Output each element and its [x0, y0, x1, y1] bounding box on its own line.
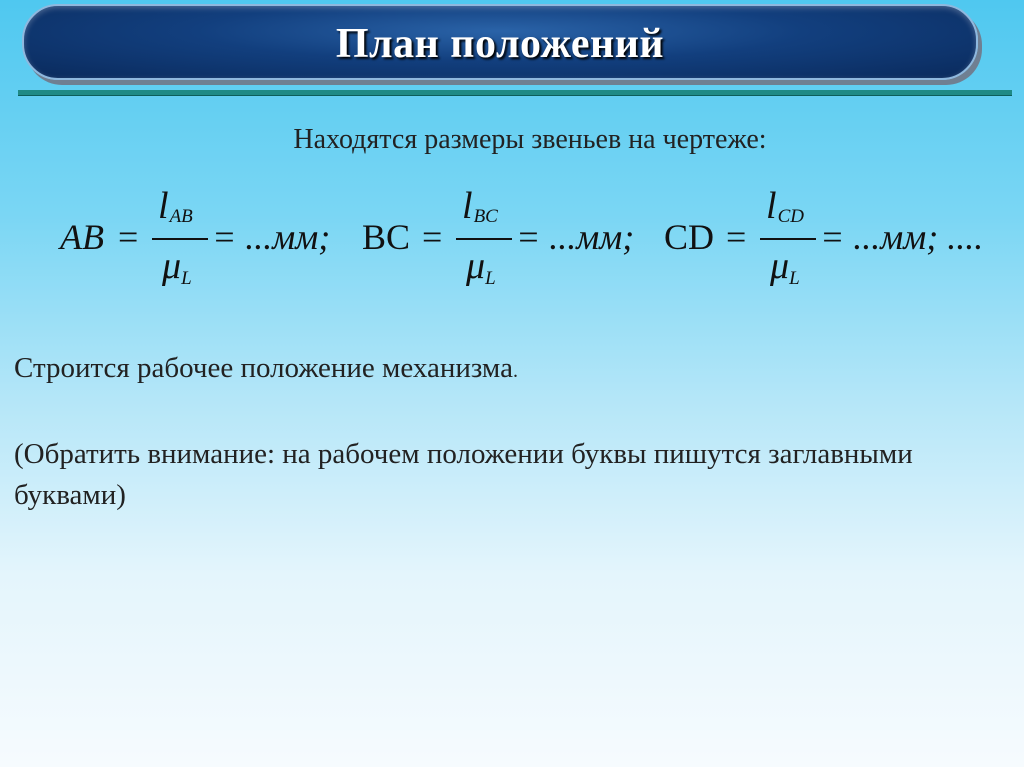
title-divider — [18, 90, 1012, 96]
formula-rhs: = ...мм; — [516, 217, 635, 257]
fraction-numerator: $l_{BC}$ — [462, 185, 498, 227]
fraction-numerator: $l_{CD}$ — [766, 185, 804, 227]
formula-equals: = — [422, 217, 443, 257]
formula-equals: = — [118, 217, 139, 257]
formula-lhs: AB — [60, 217, 104, 257]
formula-rhs: = ...мм; .... — [820, 217, 984, 257]
formula-ab — [60, 186, 360, 296]
fraction-denominator: $\mu_L$ — [162, 245, 192, 289]
formula-fraction — [456, 186, 518, 296]
fraction-bar — [760, 238, 816, 240]
formula-fraction — [152, 186, 214, 296]
intro-text: Находятся размеры звеньев на чертеже: — [293, 124, 767, 155]
fraction-denominator: $\mu_L$ — [466, 245, 496, 289]
body-paragraph-1: Строится рабочее положение механизма. — [14, 352, 518, 384]
formula-equals: = — [726, 217, 747, 257]
formula-bc — [362, 186, 662, 296]
formula-lhs: BC — [362, 217, 411, 257]
fraction-denominator: $\mu_L$ — [770, 245, 800, 289]
slide-title: План положений — [335, 21, 665, 67]
fraction-numerator: $l_{AB}$ — [158, 185, 193, 227]
title-banner — [22, 4, 978, 80]
fraction-bar — [456, 238, 512, 240]
body-paragraph-2: (Обратить внимание: на рабочем положении буквы пишутся заглавными буквами) — [14, 438, 913, 511]
formula-fraction — [760, 186, 822, 296]
formula-rhs: = ...мм; — [212, 217, 331, 257]
fraction-bar — [152, 238, 208, 240]
formula-lhs: CD — [664, 217, 715, 257]
formula-row — [60, 186, 1010, 296]
formula-cd — [664, 186, 1010, 296]
